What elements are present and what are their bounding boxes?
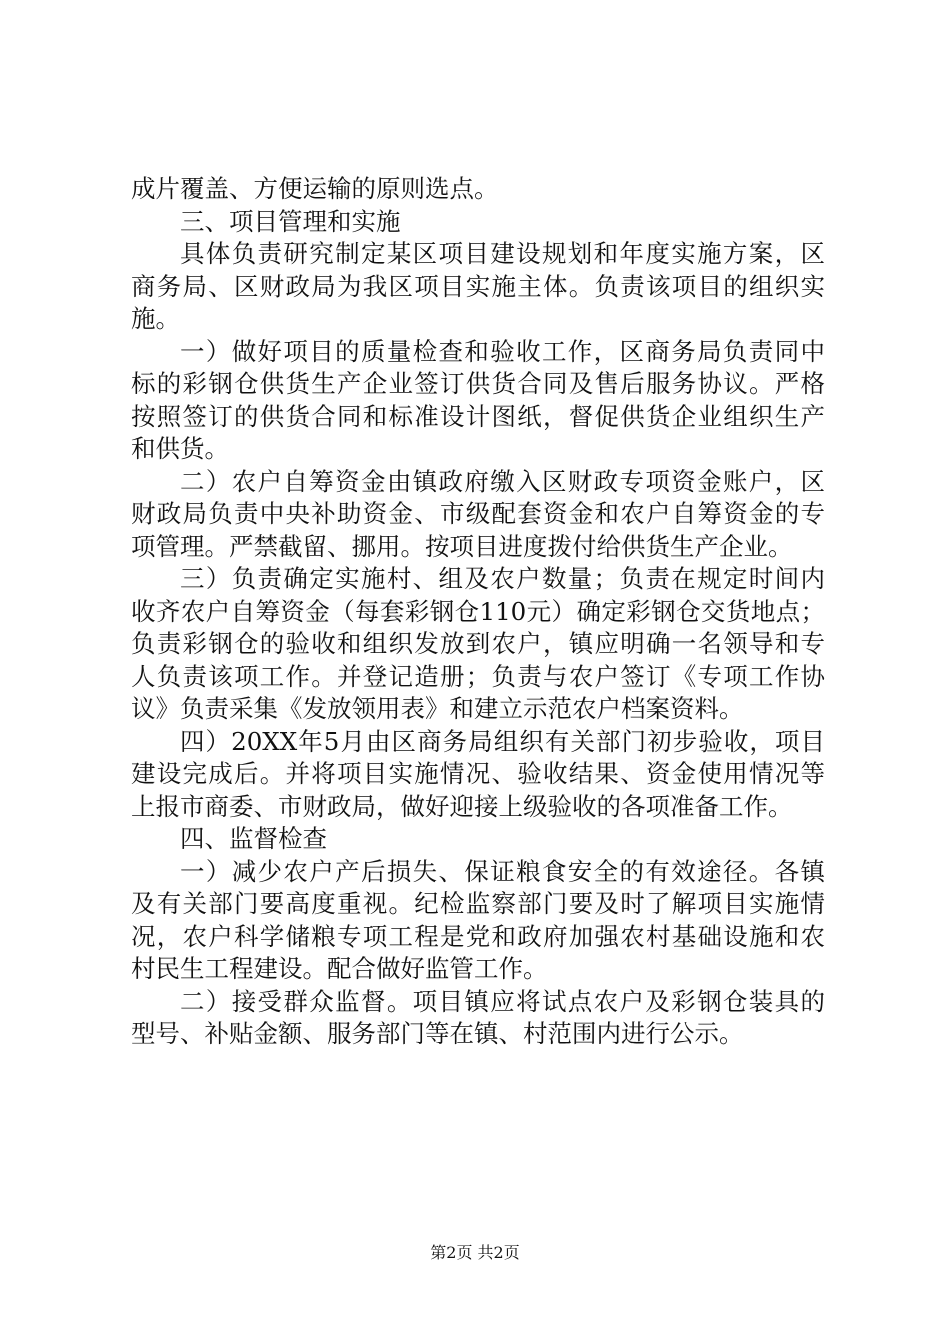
text-line: 况，农户科学储粮专项工程是党和政府加强农村基础设施和农: [131, 921, 825, 951]
page-number: 第2页 共2页: [430, 1243, 520, 1262]
text-line: 四）20XX年5月由区商务局组织有关部门初步验收，项目: [180, 726, 825, 756]
text-line: 收齐农户自筹资金（每套彩钢仓110元）确定彩钢仓交货地点；: [131, 596, 825, 626]
document-body: [131, 173, 825, 1051]
text-line: 和供货。: [131, 434, 229, 463]
text-line: 及有关部门要高度重视。纪检监察部门要及时了解项目实施情: [131, 889, 825, 918]
text-line: 一）做好项目的质量检查和验收工作，区商务局负责同中: [180, 336, 825, 366]
text-line: 施。: [131, 304, 180, 333]
text-line: 三）负责确定实施村、组及农户数量；负责在规定时间内: [180, 564, 825, 593]
text-line: 村民生工程建设。配合做好监管工作。: [131, 954, 548, 983]
text-line: 具体负责研究制定某区项目建设规划和年度实施方案，区: [180, 239, 825, 268]
text-line: 二）农户自筹资金由镇政府缴入区财政专项资金账户，区: [180, 466, 825, 496]
section-heading: 三、项目管理和实施: [180, 206, 401, 236]
text-line: 按照签订的供货合同和标准设计图纸，督促供货企业组织生产: [131, 401, 825, 431]
text-line: 议》负责采集《发放领用表》和建立示范农户档案资料。: [131, 694, 744, 723]
text-line: 商务局、区财政局为我区项目实施主体。负责该项目的组织实: [131, 271, 825, 301]
text-line: 人负责该项工作。并登记造册；负责与农户签订《专项工作协: [131, 661, 825, 691]
text-line: 一）减少农户产后损失、保证粮食安全的有效途径。各镇: [180, 856, 825, 886]
section-heading: 四、监督检查: [180, 824, 327, 853]
text-line: 成片覆盖、方便运输的原则选点。: [131, 174, 499, 203]
text-line: 上报市商委、市财政局，做好迎接上级验收的各项准备工作。: [131, 791, 793, 821]
text-line: 财政局负责中央补助资金、市级配套资金和农户自筹资金的专: [131, 499, 825, 528]
text-line: 标的彩钢仓供货生产企业签订供货合同及售后服务协议。严格: [131, 369, 825, 398]
text-line: 建设完成后。并将项目实施情况、验收结果、资金使用情况等: [131, 759, 825, 788]
text-line: 二）接受群众监督。项目镇应将试点农户及彩钢仓装具的: [180, 986, 825, 1016]
text-line: 型号、补贴金额、服务部门等在镇、村范围内进行公示。: [131, 1019, 744, 1048]
text-line: 项管理。严禁截留、挪用。按项目进度拨付给供货生产企业。: [131, 531, 793, 561]
text-line: 负责彩钢仓的验收和组织发放到农户，镇应明确一名领导和专: [131, 629, 825, 658]
